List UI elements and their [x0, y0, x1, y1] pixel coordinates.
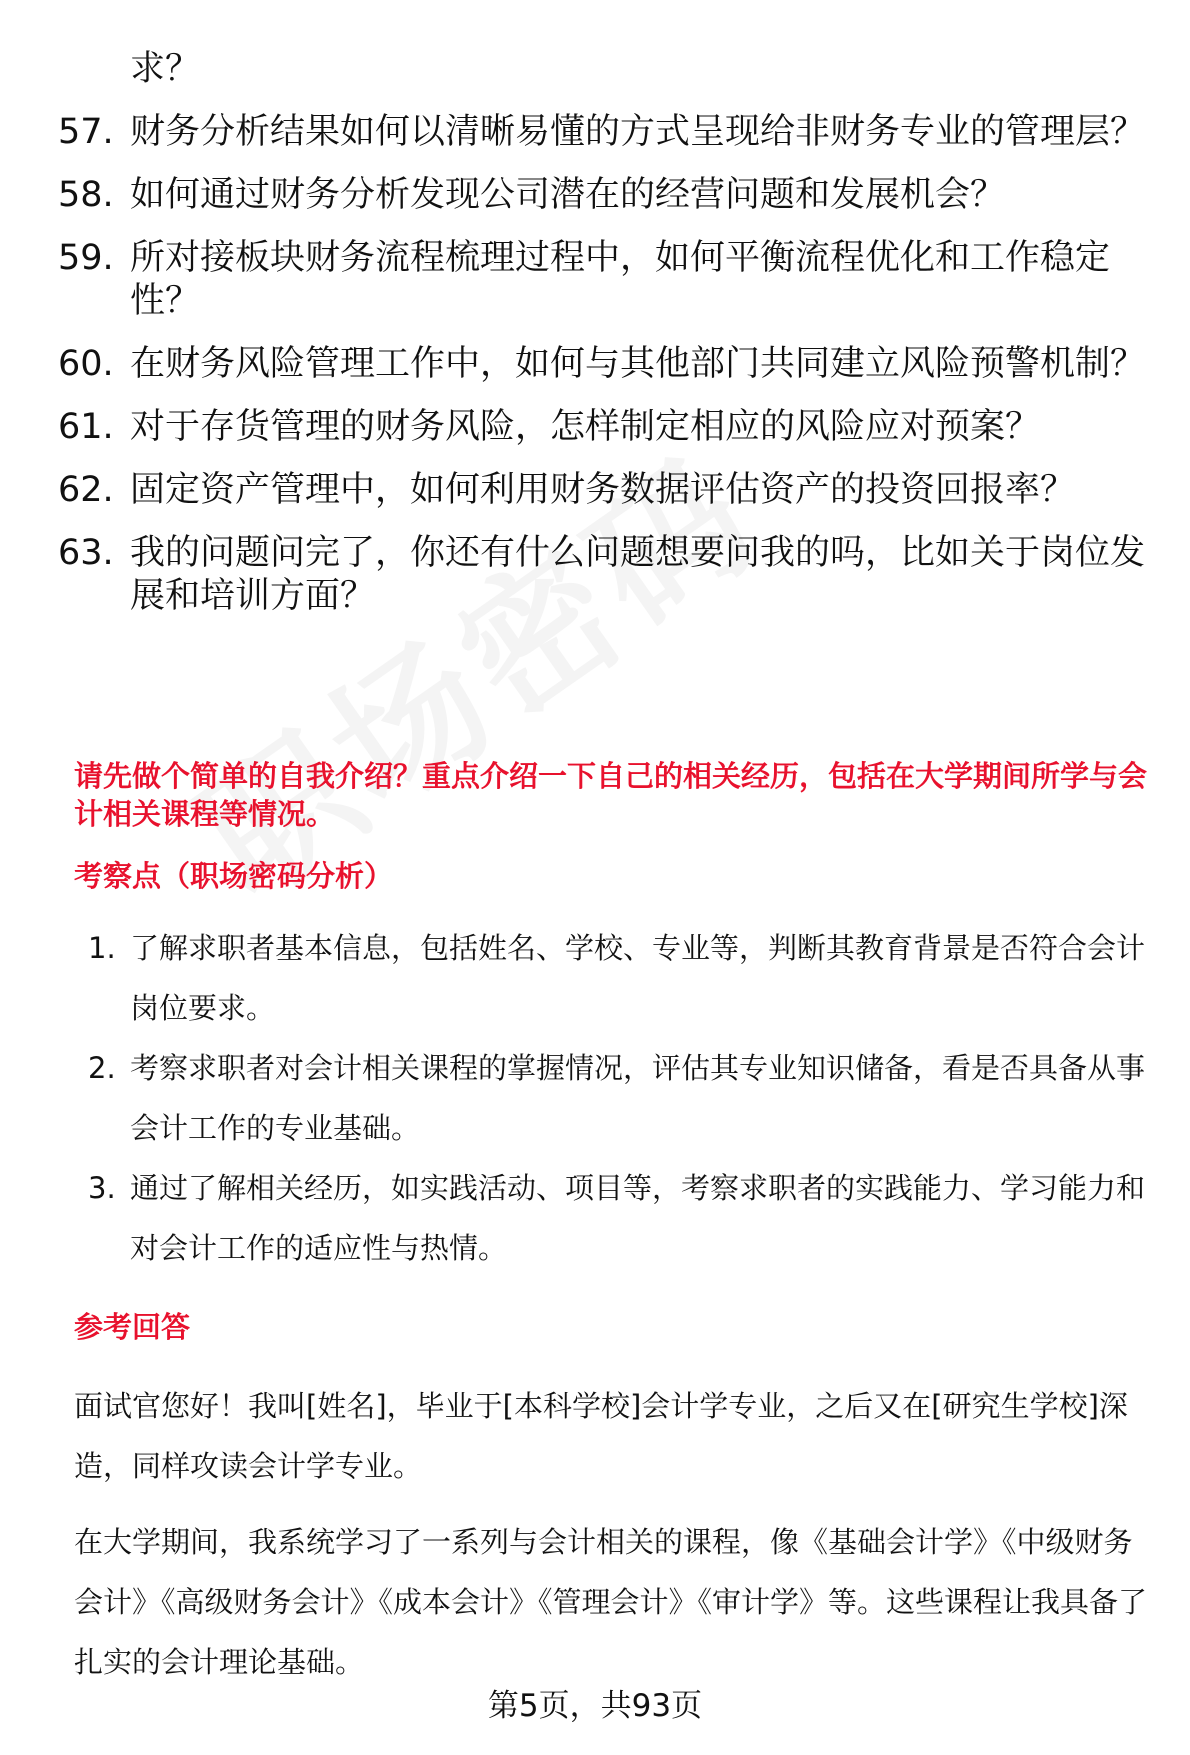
section-title: 请先做个简单的自我介绍？重点介绍一下自己的相关经历，包括在大学期间所学与会计相关课程等情况。 [74, 759, 1148, 831]
answer-paragraph: 在大学期间，我系统学习了一系列与会计相关的课程，像《基础会计学》《中级财务会计》《高级财务会计》《成本会计》《管理会计》《审计学》等。这些课程让我具备了扎实的会计理论基础。 [74, 1525, 1148, 1679]
question-continuation: 求？ [130, 49, 201, 89]
question-number: 60. [58, 344, 114, 384]
question-number: 58. [58, 175, 114, 215]
point-text: 通过了解相关经历，如实践活动、项目等，考察求职者的实践能力、学习能力和对会计工作的适应性与热情。 [130, 1171, 1146, 1265]
question-item [58, 532, 1158, 618]
point-number: 1. [88, 931, 116, 965]
analysis-points [88, 918, 1158, 1278]
question-number: 59. [58, 238, 114, 278]
point-text: 考察求职者对会计相关课程的掌握情况，评估其专业知识储备，看是否具备从事会计工作的专业基础。 [130, 1051, 1146, 1145]
question-text: 财务分析结果如何以清晰易懂的方式呈现给非财务专业的管理层？ [130, 112, 1146, 152]
page-footer: 第5页，共93页 [487, 1688, 703, 1724]
analysis-point [88, 918, 1158, 1038]
question-text: 我的问题问完了，你还有什么问题想要问我的吗，比如关于岗位发展和培训方面？ [130, 533, 1146, 616]
question-text: 在财务风险管理工作中，如何与其他部门共同建立风险预警机制？ [130, 344, 1146, 384]
question-number: 63. [58, 533, 114, 573]
reference-heading: 参考回答 [74, 1310, 191, 1344]
question-text: 对于存货管理的财务风险，怎样制定相应的风险应对预案？ [130, 407, 1041, 447]
question-text: 所对接板块财务流程梳理过程中，如何平衡流程优化和工作稳定性？ [130, 238, 1111, 321]
analysis-point [88, 1038, 1158, 1158]
question-item [58, 174, 1158, 217]
question-list [58, 48, 1158, 638]
question-item [58, 343, 1158, 386]
question-number: 61. [58, 407, 114, 447]
analysis-heading: 考察点（职场密码分析） [74, 859, 394, 893]
question-item [58, 111, 1158, 154]
question-text: 固定资产管理中，如何利用财务数据评估资产的投资回报率？ [130, 470, 1076, 510]
point-number: 2. [88, 1051, 116, 1085]
question-number: 62. [58, 470, 114, 510]
point-number: 3. [88, 1171, 116, 1205]
analysis-point [88, 1158, 1158, 1278]
question-item [58, 406, 1158, 449]
question-item [58, 237, 1158, 323]
question-text: 如何通过财务分析发现公司潜在的经营问题和发展机会？ [130, 175, 1006, 215]
question-item [58, 469, 1158, 512]
question-number: 57. [58, 112, 114, 152]
point-text: 了解求职者基本信息，包括姓名、学校、专业等，判断其教育背景是否符合会计岗位要求。 [130, 931, 1146, 1025]
answer-paragraph: 面试官您好！我叫[姓名]，毕业于[本科学校]会计学专业，之后又在[研究生学校]深造，同样攻读会计学专业。 [74, 1389, 1128, 1483]
